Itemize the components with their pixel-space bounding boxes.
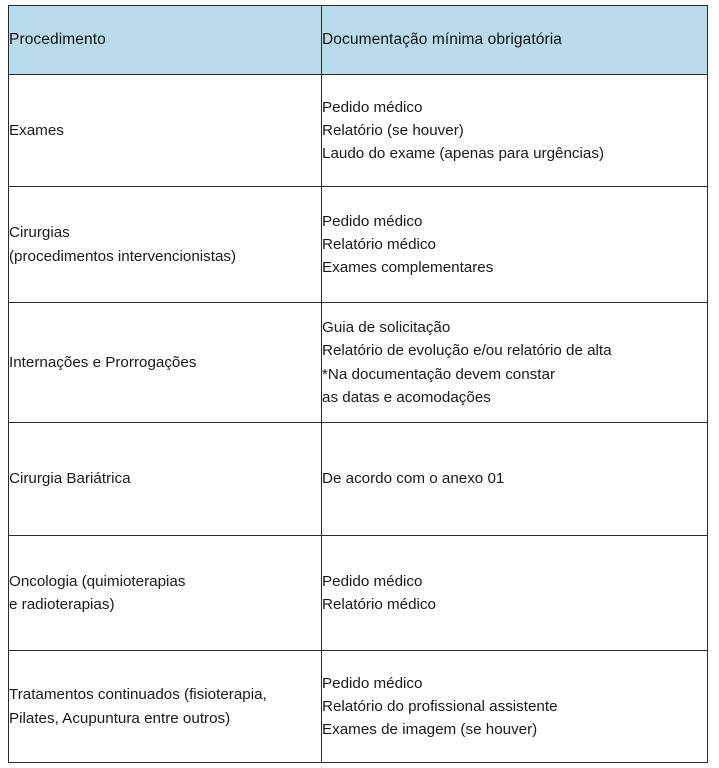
- cell-text-line: Pedido médico: [322, 674, 423, 692]
- column-header-documentacao: Documentação mínima obrigatória: [322, 6, 708, 75]
- cell-text: [9, 221, 321, 267]
- cell-text-line: Exames complementares: [322, 259, 494, 277]
- cell-text: [9, 683, 321, 729]
- table-cell-procedimento: [9, 75, 322, 187]
- cell-text-line: Relatório médico: [322, 235, 436, 253]
- cell-text-line: Laudo do exame (apenas para urgências): [322, 145, 604, 163]
- cell-text-line: Relatório (se houver): [322, 121, 464, 139]
- table-row: [9, 303, 708, 423]
- cell-text: [9, 351, 321, 374]
- column-header-procedimento: Procedimento: [9, 6, 322, 75]
- cell-text: [9, 119, 321, 142]
- table-cell-documentacao: [322, 303, 708, 423]
- cell-text-line: Pedido médico: [322, 212, 423, 230]
- cell-text-line: Relatório do profissional assistente: [322, 697, 558, 715]
- table-cell-procedimento: [9, 536, 322, 651]
- table-row: [9, 423, 708, 536]
- cell-text-line: Oncologia (quimioterapias: [9, 572, 186, 590]
- table-row: [9, 75, 708, 187]
- table-header: [9, 6, 708, 75]
- table-row: [9, 187, 708, 303]
- table-cell-documentacao: [322, 75, 708, 187]
- cell-text: [322, 467, 707, 490]
- table-cell-procedimento: [9, 651, 322, 763]
- table-cell-documentacao: [322, 423, 708, 536]
- cell-text-line: Internações e Prorrogações: [9, 353, 197, 371]
- required-documentation-table: [8, 5, 708, 763]
- table-cell-documentacao: [322, 651, 708, 763]
- cell-text-line: Pilates, Acupuntura entre outros): [9, 709, 231, 727]
- cell-text-line: Relatório médico: [322, 596, 436, 613]
- cell-text: [322, 210, 707, 279]
- table-cell-documentacao: [322, 187, 708, 303]
- cell-text-line: Relatório de evolução e/ou relatório de alta: [322, 342, 612, 360]
- cell-text-line: Cirurgias: [9, 224, 70, 242]
- table-cell-procedimento: [9, 187, 322, 303]
- table-row: [9, 651, 708, 763]
- table-cell-procedimento: [9, 423, 322, 536]
- cell-text-line: (procedimentos intervencionistas): [9, 247, 237, 265]
- cell-text-line: Exames: [9, 121, 64, 139]
- cell-text: [322, 316, 707, 408]
- cell-text: [322, 96, 707, 165]
- table-header-row: [9, 6, 708, 75]
- cell-text: [9, 467, 321, 490]
- table-row: [9, 536, 708, 651]
- table-cell-procedimento: [9, 303, 322, 423]
- cell-text-line: e radioterapias): [9, 596, 115, 613]
- cell-text-line: Exames de imagem (se houver): [322, 721, 538, 739]
- cell-text-line: Cirurgia Bariátrica: [9, 470, 131, 488]
- cell-text-line: Pedido médico: [322, 572, 423, 590]
- table-body: [9, 75, 708, 763]
- cell-text-line: Pedido médico: [322, 98, 423, 116]
- cell-text-line: De acordo com o anexo 01: [322, 470, 505, 488]
- cell-text-line: as datas e acomodações: [322, 388, 491, 406]
- cell-text: [9, 570, 321, 616]
- cell-text: [322, 672, 707, 741]
- cell-text-line: Guia de solicitação: [322, 319, 451, 337]
- table-cell-documentacao: [322, 536, 708, 651]
- cell-text-line: *Na documentação devem constar: [322, 365, 556, 383]
- cell-text-line: Tratamentos continuados (fisioterapia,: [9, 686, 267, 704]
- cell-text: [322, 570, 707, 616]
